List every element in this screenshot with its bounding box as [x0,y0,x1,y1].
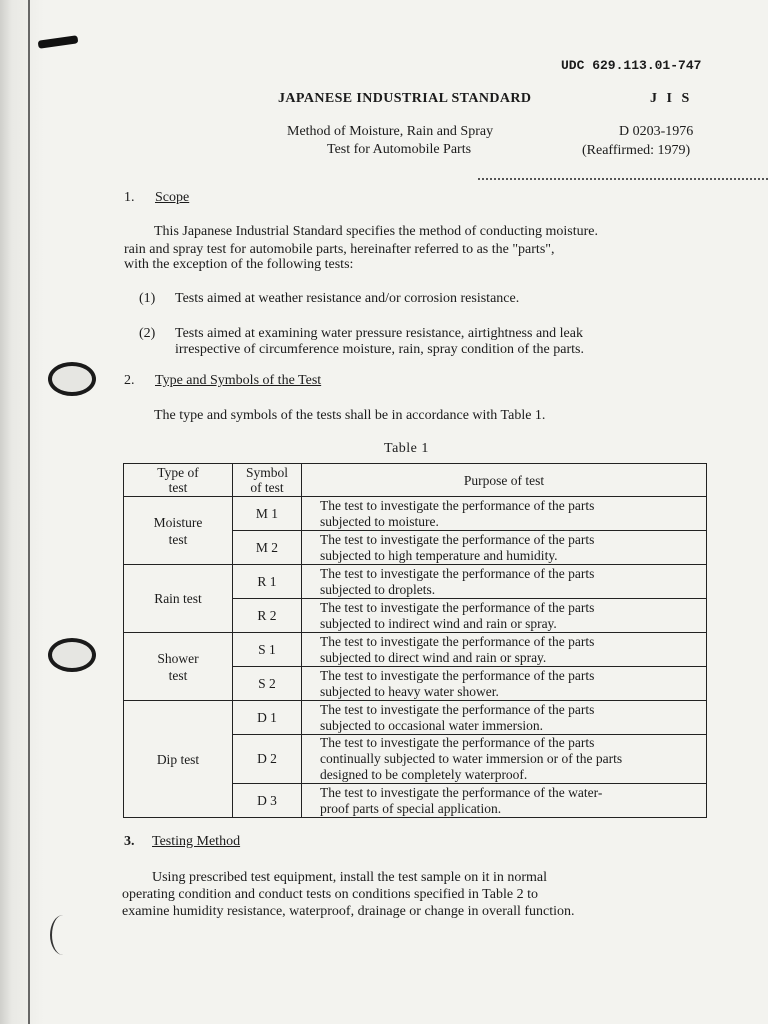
symbol-cell: D 2 [233,735,302,784]
section2-number: 2. [124,373,135,388]
item1-text: Tests aimed at weather resistance and/or corrosion resistance. [175,291,520,306]
item1-number: (1) [139,291,156,306]
purpose-cell: The test to investigate the performance of the parts continually subjected to water immersion or of the parts designed to be completely waterproof. [302,735,707,784]
punch-hole-icon [48,638,96,672]
jis-label: J I S [650,91,693,106]
purpose-cell: The test to investigate the performance of the parts subjected to occasional water immersion. [302,701,707,735]
purpose-cell: The test to investigate the performance of the parts subjected to droplets. [302,565,707,599]
section1-number: 1. [124,190,135,205]
scope-para-line2: rain and spray test for automobile parts, hereinafter referred to as the "parts", [124,242,555,257]
standard-title: JAPANESE INDUSTRIAL STANDARD [278,91,532,106]
table-row [124,565,707,599]
section2-heading: Type and Symbols of the Test [155,373,322,388]
col-type-header: Type of test [124,464,233,497]
symbol-cell: D 1 [233,701,302,735]
scan-noise [478,178,768,180]
purpose-cell: The test to investigate the performance of the parts subjected to high temperature and humidity. [302,531,707,565]
scan-edge-shadow [0,0,44,1024]
symbol-cell: S 1 [233,633,302,667]
table-caption: Table 1 [384,441,429,456]
col-symbol-header: Symbol of test [233,464,302,497]
symbol-cell: R 1 [233,565,302,599]
binding-line [28,0,30,1024]
type-cell: Dip test [124,701,233,818]
purpose-cell: The test to investigate the performance of the water- proof parts of special application. [302,784,707,818]
doc-title-line2: Test for Automobile Parts [327,142,472,157]
table-header-row [124,464,707,497]
symbol-cell: S 2 [233,667,302,701]
scope-para-line3: with the exception of the following tests: [124,257,354,272]
type-cell: Moisture test [124,497,233,565]
type-cell: Rain test [124,565,233,633]
symbol-cell: M 1 [233,497,302,531]
table-row [124,633,707,667]
section1-heading: Scope [155,190,190,205]
purpose-cell: The test to investigate the performance of the parts subjected to moisture. [302,497,707,531]
method-para-line3: examine humidity resistance, waterproof, drainage or change in overall function. [122,904,575,919]
punch-hole-icon [48,362,96,396]
method-para-line1: Using prescribed test equipment, install the test sample on it in normal [152,870,548,885]
item2-line2: irrespective of circumference moisture, rain, spray condition of the parts. [175,342,584,357]
scope-para-line1: This Japanese Industrial Standard specifies the method of conducting moisture. [154,224,599,239]
section3-number: 3. [124,834,135,849]
section2-para: The type and symbols of the tests shall be in accordance with Table 1. [154,408,546,423]
symbol-cell: R 2 [233,599,302,633]
test-types-table [123,463,707,818]
page-curl [50,915,76,955]
item2-number: (2) [139,326,156,341]
reaffirmed-date: (Reaffirmed: 1979) [582,143,691,158]
item2-line1: Tests aimed at examining water pressure resistance, airtightness and leak [175,326,583,341]
type-cell: Shower test [124,633,233,701]
purpose-cell: The test to investigate the performance of the parts subjected to heavy water shower. [302,667,707,701]
purpose-cell: The test to investigate the performance of the parts subjected to direct wind and rain or spray. [302,633,707,667]
symbol-cell: D 3 [233,784,302,818]
table-row [124,701,707,735]
col-purpose-header: Purpose of test [302,464,707,497]
udc-code: UDC 629.113.01-747 [561,58,702,73]
table-row [124,497,707,531]
purpose-cell: The test to investigate the performance of the parts subjected to indirect wind and rain or spray. [302,599,707,633]
doc-code: D 0203-1976 [619,124,694,139]
symbol-cell: M 2 [233,531,302,565]
method-para-line2: operating condition and conduct tests on conditions specified in Table 2 to [122,887,538,902]
doc-title-line1: Method of Moisture, Rain and Spray [287,124,494,139]
section3-heading: Testing Method [152,834,241,849]
